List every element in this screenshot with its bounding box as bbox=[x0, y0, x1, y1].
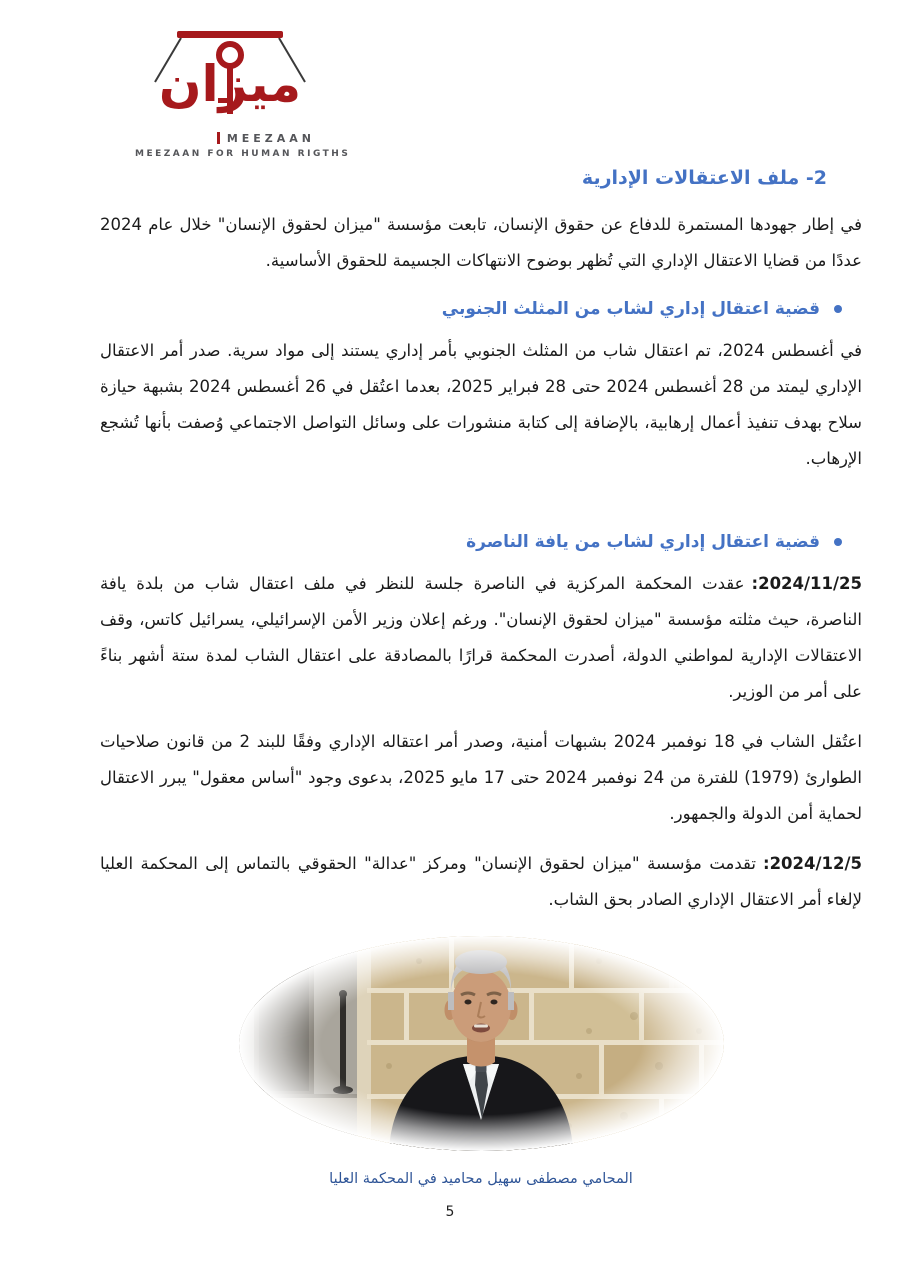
paragraph-text: تقدمت مؤسسة "ميزان لحقوق الإنسان" ومركز "عدالة" الحقوقي بالتماس إلى المحكمة العليا لإلغاء أمر الاعتقال الإداري الصادر بحق الشاب. bbox=[100, 854, 862, 909]
case-paragraph-hearing bbox=[100, 566, 862, 710]
paragraph-text: اعتُقل الشاب في 18 نوفمبر 2024 بشبهات أمنية، وصدر أمر اعتقاله الإداري وفقًا للبند 2 من قانون صلاحيات الطوارئ (1979) للفترة من 24 نوفمبر 2024 حتى 17 مايو 2025، بدعوى وجود "أساس معقول" يبرر الاعتقال لحماية أمن الدولة والجمهور. bbox=[100, 732, 863, 823]
bullet-icon bbox=[834, 305, 842, 313]
section-heading: 2- ملف الاعتقالات الإدارية bbox=[581, 167, 827, 189]
case-paragraph-southern-triangle: في أغسطس 2024، تم اعتقال شاب من المثلث الجنوبي بأمر إداري يستند إلى مواد سرية. صدر أمر الاعتقال الإداري ليمتد من 28 أغسطس 2024 حتى 28 فبراير 2025، بعدما اعتُقل في 26 أغسطس 2024 بشبهة حيازة سلاح بهدف تنفيذ أعمال إرهابية، بالإضافة إلى كتابة منشورات على وسائل التواصل الاجتماعي وُصفت بأنها تُشجع الإرهاب. bbox=[100, 341, 863, 468]
bullet-item-yafa-nazareth bbox=[100, 532, 842, 552]
bullet-item-southern-triangle bbox=[100, 299, 842, 319]
paragraph-date: 2024/12/5: bbox=[762, 854, 862, 873]
paragraph-text: عقدت المحكمة المركزية في الناصرة جلسة للنظر في ملف اعتقال شاب من بلدة يافة الناصرة، حيث مثلته مؤسسة "ميزان لحقوق الإنسان". ورغم إعلان وزير الأمن الإسرائيلي، يسرائيل كاتس، وقف الاعتقالات الإدارية لمواطني الدولة، أصدرت المحكمة قرارًا بالمصادقة على اعتقال الشاب لمدة ستة أشهر بناءً على أمر من الوزير. bbox=[100, 574, 862, 701]
case-paragraph-detention-order bbox=[100, 724, 862, 832]
page-number: 5 bbox=[445, 1204, 455, 1220]
logo-latin-text: MEEZAAN bbox=[226, 132, 315, 145]
bullet-icon bbox=[834, 538, 842, 546]
lawyer-photo bbox=[239, 936, 724, 1151]
logo-tagline: MEEZAAN FOR HUMAN RIGTHS bbox=[135, 149, 351, 159]
case-paragraph-petition bbox=[100, 846, 862, 918]
bullet-title: قضية اعتقال إداري لشاب من يافة الناصرة bbox=[466, 532, 820, 552]
photo-caption: المحامي مصطفى سهيل محاميد في المحكمة العليا bbox=[329, 1171, 633, 1187]
paragraph-date: 2024/11/25: bbox=[751, 574, 862, 593]
intro-paragraph: في إطار جهودها المستمرة للدفاع عن حقوق الإنسان، تابعت مؤسسة "ميزان لحقوق الإنسان" خلال عام 2024 عددًا من قضايا الاعتقال الإداري التي تُظهر بوضوح الانتهاكات الجسيمة للحقوق الأساسية. bbox=[100, 215, 862, 270]
bullet-title: قضية اعتقال إداري لشاب من المثلث الجنوبي bbox=[441, 299, 820, 319]
logo-arabic-wordmark: ميزان bbox=[158, 55, 302, 113]
photo-soft-edge bbox=[239, 936, 724, 1151]
